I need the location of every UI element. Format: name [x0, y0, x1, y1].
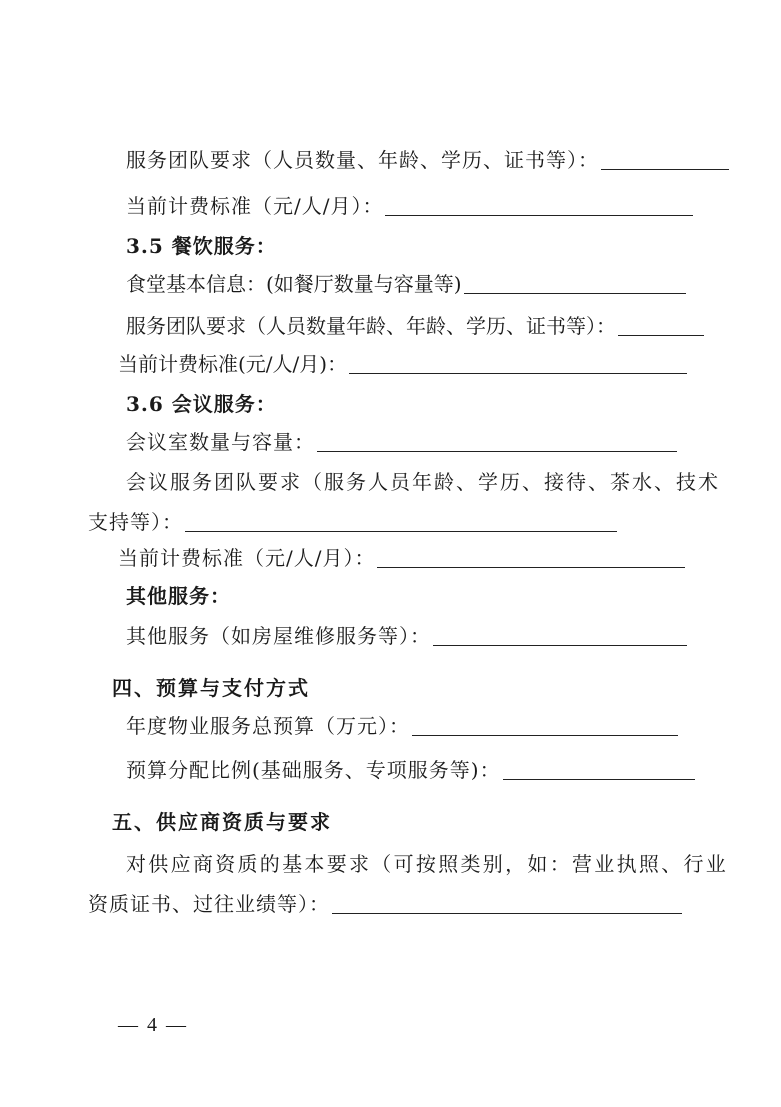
supplier-requirement-line: [126, 852, 728, 876]
meeting-fee-standard-line: [118, 546, 685, 570]
section-heading-meeting: [126, 392, 277, 416]
meeting-team-requirement-line: [126, 470, 720, 494]
fill-in-blank[interactable]: [464, 275, 686, 294]
fill-in-blank[interactable]: [349, 355, 687, 374]
fill-in-blank[interactable]: [377, 549, 685, 568]
meeting-team-requirement-continued: [88, 510, 617, 534]
line-text: 当前计费标准(元/人/月)：: [118, 352, 348, 376]
fill-in-blank[interactable]: [601, 151, 729, 170]
line-text: 资质证书、过往业绩等）：: [88, 892, 330, 916]
service-team-requirement-line: [126, 148, 729, 172]
line-text: 对供应商资质的基本要求（可按照类别，如：营业执照、行业: [126, 852, 729, 876]
fill-in-blank[interactable]: [385, 197, 693, 216]
fee-standard-line: [126, 194, 693, 218]
heading-supplier-qualification: [112, 810, 332, 834]
catering-fee-standard-line: [118, 352, 687, 376]
budget-allocation-line: [126, 758, 695, 782]
line-text: 服务团队要求（人员数量、年龄、学历、证书等）：: [126, 148, 599, 172]
fill-in-blank[interactable]: [503, 761, 695, 780]
annual-budget-line: [126, 714, 678, 738]
section-heading-other: [126, 584, 231, 608]
line-text: 3.5 餐饮服务：: [126, 234, 277, 258]
catering-team-requirement-line: [126, 314, 704, 338]
fill-in-blank[interactable]: [317, 433, 677, 452]
other-service-line: [126, 624, 687, 648]
fill-in-blank[interactable]: [433, 627, 687, 646]
line-text: 五、供应商资质与要求: [112, 810, 332, 834]
line-text: 其他服务（如房屋维修服务等）：: [126, 624, 431, 648]
line-text: 会议室数量与容量：: [126, 430, 315, 454]
line-text: 其他服务：: [126, 584, 231, 608]
line-text: 服务团队要求（人员数量年龄、年龄、学历、证书等）：: [126, 314, 616, 338]
fill-in-blank[interactable]: [618, 317, 704, 336]
line-text: 当前计费标准（元/人/月）：: [118, 546, 376, 570]
canteen-info-line: [126, 272, 686, 296]
fill-in-blank[interactable]: [412, 717, 678, 736]
line-text: 3.6 会议服务：: [126, 392, 277, 416]
page-number: — 4 —: [118, 1014, 188, 1036]
meeting-room-line: [126, 430, 677, 454]
line-text: 当前计费标准（元/人/月）：: [126, 194, 384, 218]
line-text: 年度物业服务总预算（万元）：: [126, 714, 410, 738]
line-text: 四、预算与支付方式: [112, 676, 310, 700]
line-text: 预算分配比例(基础服务、专项服务等)：: [126, 758, 501, 782]
line-text: 会议服务团队要求（服务人员年龄、学历、接待、茶水、技术: [126, 470, 720, 494]
section-heading-catering: [126, 234, 277, 258]
fill-in-blank[interactable]: [332, 895, 682, 914]
line-text: 支持等）：: [88, 510, 183, 534]
line-text: 食堂基本信息：(如餐厅数量与容量等): [126, 272, 462, 296]
fill-in-blank[interactable]: [185, 513, 617, 532]
supplier-requirement-continued: [88, 892, 682, 916]
heading-budget-payment: [112, 676, 310, 700]
